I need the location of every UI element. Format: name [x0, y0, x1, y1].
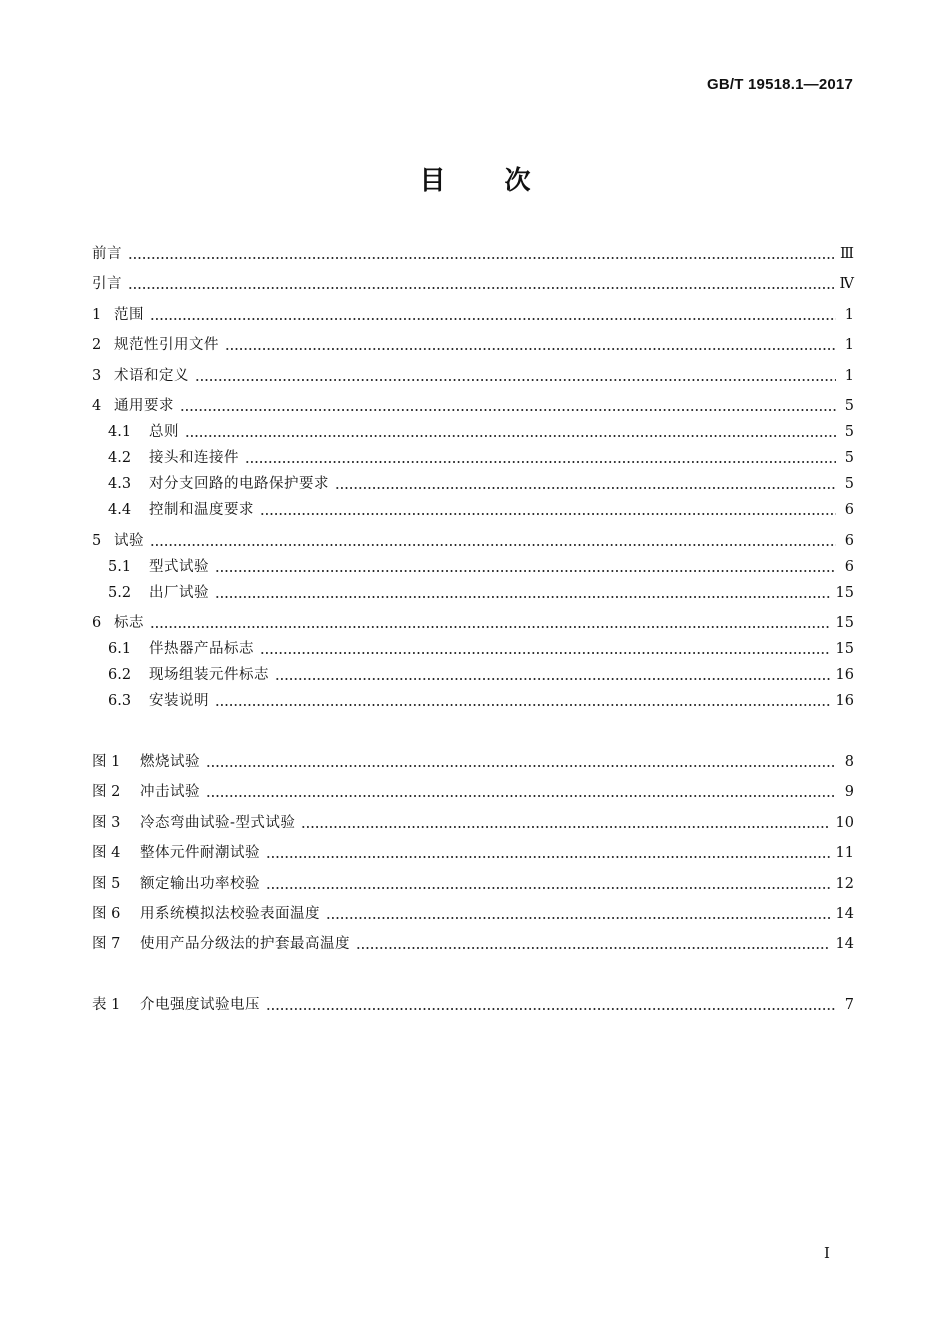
toc-label: 试验	[114, 533, 144, 549]
toc-page: 5	[844, 424, 854, 440]
toc-entry[interactable]	[92, 334, 854, 356]
dot-leader	[326, 917, 830, 919]
dot-leader	[150, 544, 836, 546]
figure-entry[interactable]	[92, 933, 854, 955]
toc-entry[interactable]	[92, 612, 854, 634]
toc-label: 规范性引用文件	[114, 337, 219, 353]
toc-label: 总则	[149, 424, 179, 440]
dot-leader	[260, 652, 830, 654]
figure-page: 14	[835, 936, 854, 952]
table-label: 介电强度试验电压	[140, 997, 260, 1013]
toc-entry[interactable]	[92, 499, 854, 521]
toc-label: 出厂试验	[149, 585, 209, 601]
toc-label: 范围	[114, 307, 144, 323]
toc-entry[interactable]	[92, 243, 854, 265]
toc-label: 伴热器产品标志	[149, 641, 254, 657]
toc-page: 15	[835, 585, 854, 601]
toc-label: 引言	[92, 276, 122, 292]
table-entry[interactable]	[92, 994, 854, 1016]
dot-leader	[266, 856, 830, 858]
dot-leader	[195, 379, 836, 381]
dot-leader	[225, 348, 836, 350]
toc-page: 5	[844, 476, 854, 492]
dot-leader	[128, 257, 834, 259]
figure-entry[interactable]	[92, 873, 854, 895]
figure-label: 使用产品分级法的护套最高温度	[140, 936, 350, 952]
figure-label: 用系统模拟法校验表面温度	[140, 906, 320, 922]
toc-label: 通用要求	[114, 398, 174, 414]
toc-page: 16	[835, 693, 854, 709]
toc-number: 4.1	[108, 424, 132, 440]
dot-leader	[185, 435, 836, 437]
toc-page: 6	[844, 559, 854, 575]
figure-label: 冲击试验	[140, 784, 200, 800]
dot-leader	[335, 487, 836, 489]
toc-entry[interactable]	[92, 556, 854, 578]
figure-number: 图 4	[92, 845, 121, 861]
toc-entry[interactable]	[92, 365, 854, 387]
toc-page: 1	[844, 368, 854, 384]
figure-page: 9	[844, 784, 854, 800]
toc-label: 标志	[114, 615, 144, 631]
page-title: 目 次	[419, 166, 531, 196]
toc-entry[interactable]	[92, 447, 854, 469]
dot-leader	[245, 461, 836, 463]
toc-page: Ⅲ	[840, 246, 854, 262]
toc-page: 16	[835, 667, 854, 683]
toc-page: Ⅳ	[839, 276, 854, 292]
figure-page: 12	[835, 876, 854, 892]
figure-number: 图 3	[92, 815, 121, 831]
toc-entry[interactable]	[92, 473, 854, 495]
table-of-contents	[92, 0, 854, 1344]
toc-number: 3	[92, 368, 102, 384]
figure-entry[interactable]	[92, 842, 854, 864]
page-folio: I	[824, 1244, 830, 1262]
toc-page: 6	[844, 533, 854, 549]
toc-number: 4	[92, 398, 102, 414]
dot-leader	[275, 678, 830, 680]
table-number: 表 1	[92, 997, 121, 1013]
toc-number: 1	[92, 307, 102, 323]
toc-label: 接头和连接件	[149, 450, 239, 466]
figure-label: 整体元件耐潮试验	[140, 845, 260, 861]
figure-entry[interactable]	[92, 781, 854, 803]
toc-label: 安装说明	[149, 693, 209, 709]
toc-label: 对分支回路的电路保护要求	[149, 476, 329, 492]
toc-label: 控制和温度要求	[149, 502, 254, 518]
dot-leader	[180, 409, 836, 411]
toc-entry[interactable]	[92, 395, 854, 417]
figure-label: 冷态弯曲试验-型式试验	[140, 815, 296, 831]
toc-number: 5.2	[108, 585, 132, 601]
figure-label: 燃烧试验	[140, 754, 200, 770]
toc-number: 4.2	[108, 450, 132, 466]
toc-page: 1	[844, 307, 854, 323]
dot-leader	[150, 318, 836, 320]
dot-leader	[215, 570, 836, 572]
figure-page: 14	[835, 906, 854, 922]
standard-number: GB/T 19518.1—2017	[707, 76, 853, 93]
toc-number: 6	[92, 615, 102, 631]
toc-number: 4.4	[108, 502, 132, 518]
dot-leader	[260, 513, 836, 515]
toc-number: 6.1	[108, 641, 132, 657]
toc-entry[interactable]	[92, 530, 854, 552]
toc-label: 现场组装元件标志	[149, 667, 269, 683]
dot-leader	[266, 1008, 836, 1010]
toc-label: 型式试验	[149, 559, 209, 575]
dot-leader	[206, 795, 836, 797]
toc-page: 6	[844, 502, 854, 518]
figure-entry[interactable]	[92, 903, 854, 925]
toc-entry[interactable]	[92, 638, 854, 660]
dot-leader	[266, 887, 830, 889]
toc-entry[interactable]	[92, 582, 854, 604]
dot-leader	[356, 947, 830, 949]
toc-label: 术语和定义	[114, 368, 189, 384]
toc-entry[interactable]	[92, 664, 854, 686]
figure-number: 图 2	[92, 784, 121, 800]
toc-page: 15	[835, 615, 854, 631]
dot-leader	[301, 826, 829, 828]
toc-entry[interactable]	[92, 421, 854, 443]
figure-page: 8	[844, 754, 854, 770]
toc-entry[interactable]	[92, 690, 854, 712]
toc-page: 15	[835, 641, 854, 657]
dot-leader	[206, 765, 836, 767]
figure-number: 图 6	[92, 906, 121, 922]
toc-page: 5	[844, 450, 854, 466]
dot-leader	[150, 626, 830, 628]
figure-page: 11	[835, 845, 854, 861]
figure-label: 额定输出功率校验	[140, 876, 260, 892]
dot-leader	[215, 704, 830, 706]
toc-number: 5	[92, 533, 102, 549]
table-page: 7	[844, 997, 854, 1013]
toc-number: 6.3	[108, 693, 132, 709]
toc-entry[interactable]	[92, 273, 854, 295]
figure-entry[interactable]	[92, 751, 854, 773]
dot-leader	[215, 596, 830, 598]
toc-label: 前言	[92, 246, 122, 262]
toc-page: 1	[844, 337, 854, 353]
toc-number: 5.1	[108, 559, 132, 575]
figure-number: 图 7	[92, 936, 121, 952]
figure-number: 图 1	[92, 754, 121, 770]
dot-leader	[128, 287, 834, 289]
toc-number: 4.3	[108, 476, 132, 492]
figure-entry[interactable]	[92, 812, 854, 834]
figure-number: 图 5	[92, 876, 121, 892]
toc-number: 2	[92, 337, 102, 353]
toc-number: 6.2	[108, 667, 132, 683]
toc-entry[interactable]	[92, 304, 854, 326]
figure-page: 10	[835, 815, 854, 831]
toc-page: 5	[844, 398, 854, 414]
